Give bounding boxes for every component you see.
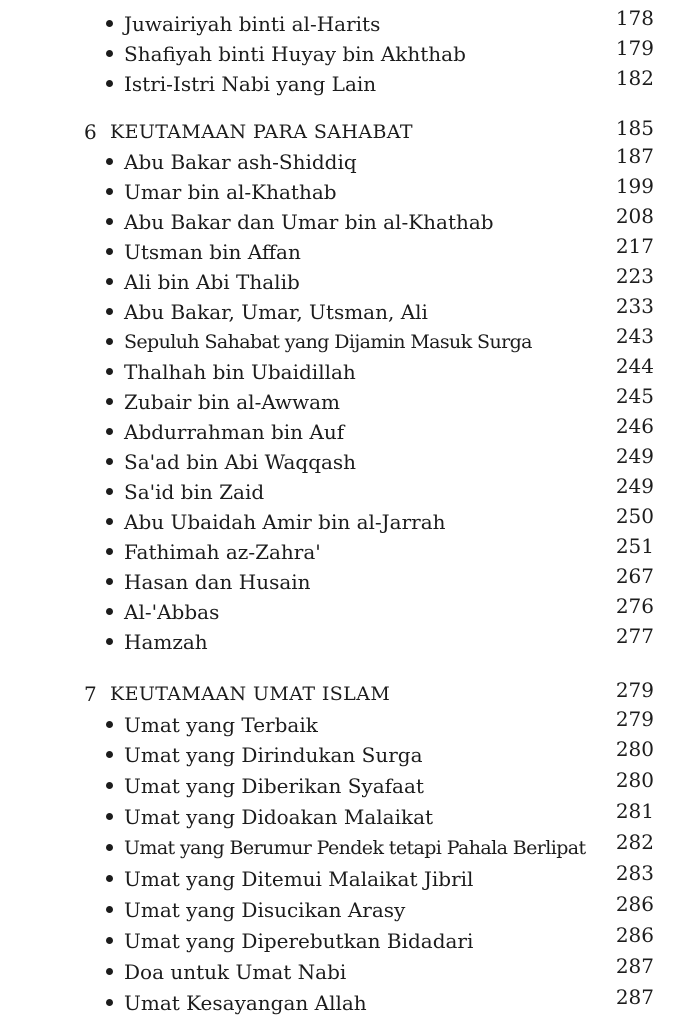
- bullet-icon: [106, 518, 113, 525]
- bullet-icon: [106, 20, 113, 27]
- chapter-title: KEUTAMAAN UMAT ISLAM: [110, 683, 391, 705]
- toc-entry: [0, 414, 700, 448]
- entry-page: 250: [615, 504, 654, 528]
- bullet-icon: [106, 548, 113, 555]
- entry-page: 223: [615, 264, 654, 288]
- entry-title: Sepuluh Sahabat yang Dijamin Masuk Surga: [124, 331, 532, 353]
- entry-title: Shafiyah binti Huyay bin Akhthab: [124, 42, 466, 66]
- entry-page: 287: [615, 985, 654, 1009]
- toc-entry: [0, 954, 700, 988]
- bullet-icon: [106, 578, 113, 585]
- toc-entry: [0, 174, 700, 208]
- entry-page: 283: [615, 861, 654, 885]
- chapter-page: 279: [615, 678, 654, 702]
- toc-entry: [0, 474, 700, 508]
- bullet-icon: [106, 813, 113, 820]
- bullet-icon: [106, 278, 113, 285]
- entry-title: Istri-Istri Nabi yang Lain: [124, 72, 377, 96]
- bullet-icon: [106, 488, 113, 495]
- toc-entry: [0, 66, 700, 100]
- toc-entry: [0, 737, 700, 771]
- toc-entry: [0, 861, 700, 895]
- bullet-icon: [106, 937, 113, 944]
- entry-title: Doa untuk Umat Nabi: [124, 960, 347, 984]
- toc-entry: [0, 892, 700, 926]
- entry-page: 249: [615, 474, 654, 498]
- entry-title: Al-'Abbas: [124, 600, 220, 624]
- chapter-number: 7: [84, 682, 97, 706]
- bullet-icon: [106, 999, 113, 1006]
- chapter-heading: [0, 680, 700, 710]
- bullet-icon: [106, 638, 113, 645]
- entry-title: Zubair bin al-Awwam: [124, 390, 341, 414]
- entry-page: 286: [615, 923, 654, 947]
- entry-title: Umat yang Diperebutkan Bidadari: [124, 929, 474, 953]
- toc-entry: [0, 985, 700, 1019]
- entry-page: 282: [615, 830, 654, 854]
- entry-page: 199: [615, 174, 654, 198]
- bullet-icon: [106, 308, 113, 315]
- entry-title: Umat yang Berumur Pendek tetapi Pahala Berlipat: [124, 837, 586, 859]
- toc-entry: [0, 6, 700, 40]
- entry-title: Abu Ubaidah Amir bin al-Jarrah: [124, 510, 446, 534]
- toc-entry: [0, 294, 700, 328]
- entry-page: 178: [615, 6, 654, 30]
- entry-page: 208: [615, 204, 654, 228]
- entry-page: 249: [615, 444, 654, 468]
- entry-page: 233: [615, 294, 654, 318]
- chapter-page: 185: [615, 116, 654, 140]
- toc-entry: [0, 36, 700, 70]
- bullet-icon: [106, 968, 113, 975]
- bullet-icon: [106, 906, 113, 913]
- entry-page: 182: [615, 66, 654, 90]
- entry-page: 280: [615, 768, 654, 792]
- entry-page: 244: [615, 354, 654, 378]
- toc-entry: [0, 534, 700, 568]
- toc-entry: [0, 624, 700, 658]
- toc-entry: [0, 504, 700, 538]
- entry-page: 281: [615, 799, 654, 823]
- entry-title: Abu Bakar ash-Shiddiq: [124, 150, 357, 174]
- entry-title: Utsman bin Affan: [124, 240, 301, 264]
- entry-title: Umat yang Dirindukan Surga: [124, 743, 423, 767]
- toc-entry: [0, 144, 700, 178]
- toc-entry: [0, 264, 700, 298]
- entry-title: Umat yang Terbaik: [124, 713, 318, 737]
- bullet-icon: [106, 721, 113, 728]
- entry-title: Abu Bakar dan Umar bin al-Khathab: [124, 210, 494, 234]
- bullet-icon: [106, 875, 113, 882]
- bullet-icon: [106, 782, 113, 789]
- entry-title: Umat yang Diberikan Syafaat: [124, 774, 424, 798]
- entry-title: Abu Bakar, Umar, Utsman, Ali: [124, 300, 428, 324]
- bullet-icon: [106, 608, 113, 615]
- toc-entry: [0, 923, 700, 957]
- entry-title: Abdurrahman bin Auf: [124, 420, 345, 444]
- entry-title: Hamzah: [124, 630, 208, 654]
- entry-title: Umat yang Ditemui Malaikat Jibril: [124, 867, 474, 891]
- entry-title: Ali bin Abi Thalib: [124, 270, 300, 294]
- entry-page: 267: [615, 564, 654, 588]
- toc-entry: [0, 384, 700, 418]
- entry-page: 251: [615, 534, 654, 558]
- entry-page: 287: [615, 954, 654, 978]
- toc-entry: [0, 799, 700, 833]
- bullet-icon: [106, 218, 113, 225]
- entry-title: Sa'id bin Zaid: [124, 480, 265, 504]
- entry-page: 286: [615, 892, 654, 916]
- chapter-title: KEUTAMAAN PARA SAHABAT: [110, 121, 413, 143]
- toc-entry: [0, 324, 700, 358]
- bullet-icon: [106, 338, 113, 345]
- toc-entry: [0, 830, 700, 864]
- toc-entry: [0, 444, 700, 478]
- bullet-icon: [106, 50, 113, 57]
- toc-entry: [0, 594, 700, 628]
- entry-page: 179: [615, 36, 654, 60]
- bullet-icon: [106, 80, 113, 87]
- bullet-icon: [106, 188, 113, 195]
- entry-title: Umat Kesayangan Allah: [124, 991, 367, 1015]
- bullet-icon: [106, 751, 113, 758]
- chapter-number: 6: [84, 120, 97, 144]
- bullet-icon: [106, 248, 113, 255]
- entry-page: 276: [615, 594, 654, 618]
- bullet-icon: [106, 428, 113, 435]
- toc-entry: [0, 234, 700, 268]
- toc-entry: [0, 564, 700, 598]
- entry-title: Juwairiyah binti al-Harits: [124, 12, 381, 36]
- entry-title: Fathimah az-Zahra': [124, 540, 321, 564]
- entry-page: 243: [615, 324, 654, 348]
- entry-title: Thalhah bin Ubaidillah: [124, 360, 356, 384]
- entry-title: Umar bin al-Khathab: [124, 180, 337, 204]
- entry-page: 217: [615, 234, 654, 258]
- bullet-icon: [106, 368, 113, 375]
- entry-page: 246: [615, 414, 654, 438]
- entry-title: Sa'ad bin Abi Waqqash: [124, 450, 357, 474]
- bullet-icon: [106, 458, 113, 465]
- toc-entry: [0, 204, 700, 238]
- bullet-icon: [106, 398, 113, 405]
- entry-page: 280: [615, 737, 654, 761]
- entry-title: Umat yang Disucikan Arasy: [124, 898, 406, 922]
- entry-title: Hasan dan Husain: [124, 570, 311, 594]
- chapter-heading: [0, 118, 700, 148]
- entry-page: 279: [615, 707, 654, 731]
- entry-page: 277: [615, 624, 654, 648]
- toc-entry: [0, 768, 700, 802]
- toc-entry: [0, 707, 700, 741]
- toc-entry: [0, 354, 700, 388]
- entry-page: 187: [615, 144, 654, 168]
- entry-title: Umat yang Didoakan Malaikat: [124, 805, 434, 829]
- bullet-icon: [106, 844, 113, 851]
- entry-page: 245: [615, 384, 654, 408]
- bullet-icon: [106, 158, 113, 165]
